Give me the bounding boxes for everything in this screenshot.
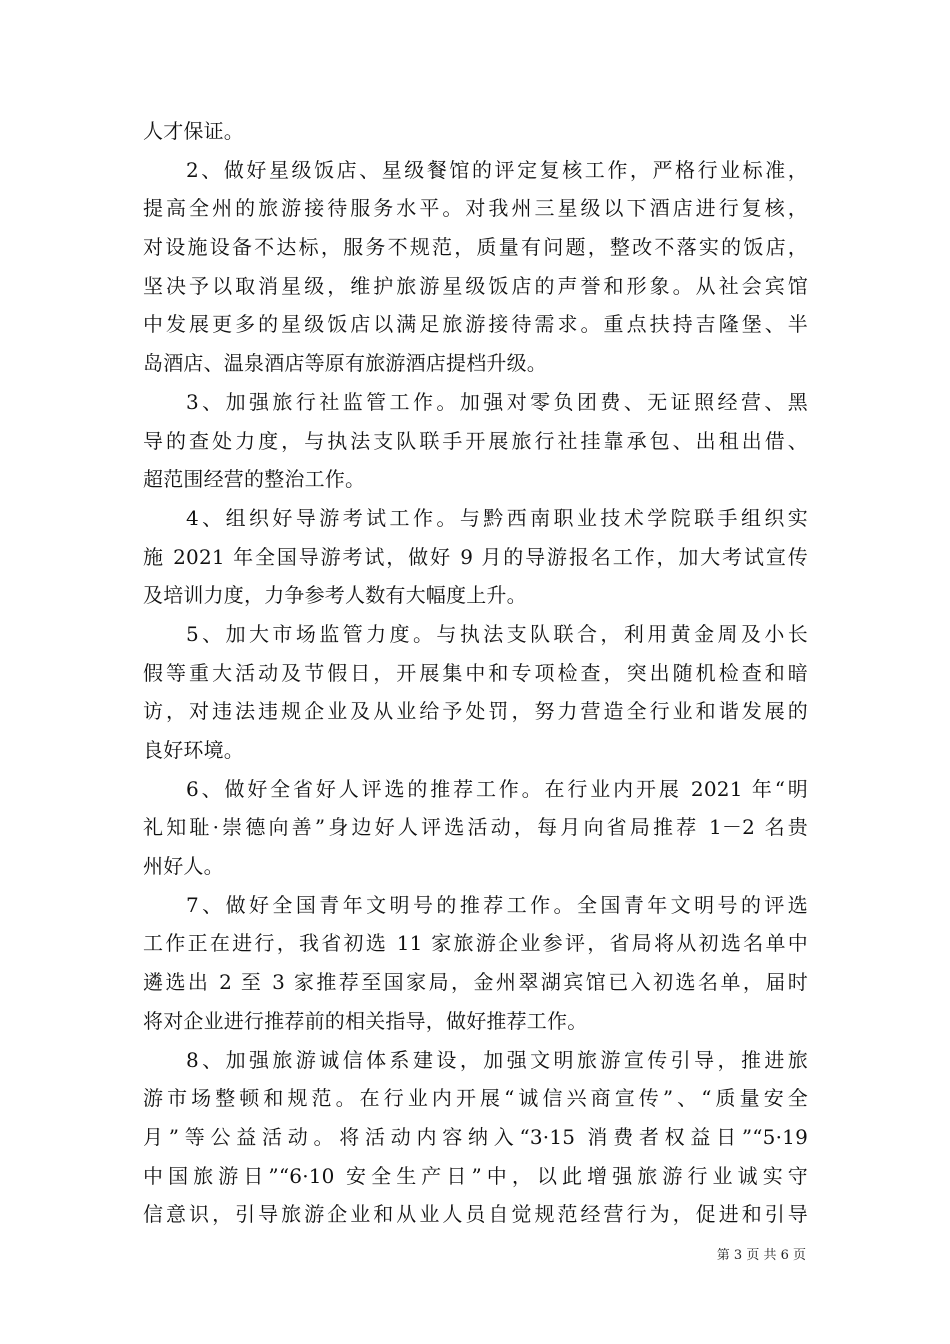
text-line: 访，对违法违规企业及从业给予处罚，努力营造全行业和谐发展的 [143, 699, 808, 724]
document-body [143, 112, 808, 1234]
text-line: 超范围经营的整治工作。 [143, 467, 366, 492]
text-line: 对设施设备不达标，服务不规范，质量有问题，整改不落实的饭店， [143, 235, 808, 260]
text-line: 施 2021 年全国导游考试，做好 9 月的导游报名工作，加大考试宣传 [143, 544, 808, 569]
text-line: 游市场整顿和规范。在行业内开展“诚信兴商宣传”、“质量安全 [143, 1086, 808, 1111]
text-line: 工作正在进行，我省初选 11 家旅游企业参评，省局将从初选名单中 [143, 931, 808, 956]
paragraph-7-line: 7、做好全国青年文明号的推荐工作。全国青年文明号的评选 [186, 892, 808, 917]
paragraph-3-line: 3、加强旅行社监管工作。加强对零负团费、无证照经营、黑 [186, 389, 808, 414]
text-line: 礼知耻·崇德向善”身边好人评选活动，每月向省局推荐 1－2 名贵 [143, 815, 808, 840]
text-line: 导的查处力度，与执法支队联手开展旅行社挂靠承包、出租出借、 [143, 428, 808, 453]
text-line: 坚决予以取消星级，维护旅游星级饭店的声誉和形象。从社会宾馆 [143, 273, 808, 298]
paragraph-4-line: 4、组织好导游考试工作。与黔西南职业技术学院联手组织实 [186, 505, 808, 530]
text-line: 良好环境。 [143, 738, 244, 762]
text-line: 岛酒店、温泉酒店等原有旅游酒店提档升级。 [143, 351, 547, 376]
text-line: 中国旅游日”“6·10 安全生产日”中，以此增强旅游行业诚实守 [143, 1163, 808, 1188]
text-line: 提高全州的旅游接待服务水平。对我州三星级以下酒店进行复核， [143, 196, 808, 221]
paragraph-8-line: 8、加强旅游诚信体系建设，加强文明旅游宣传引导，推进旅 [186, 1047, 808, 1072]
text-line: 州好人。 [143, 854, 224, 879]
text-line: 人才保证。 [143, 119, 244, 143]
text-line: 中发展更多的星级饭店以满足旅游接待需求。重点扶持吉隆堡、半 [143, 312, 808, 337]
page-number-footer: 第 3 页 共 6 页 [716, 1248, 806, 1263]
text-line: 假等重大活动及节假日，开展集中和专项检查，突出随机检查和暗 [143, 660, 808, 685]
paragraph-2-line: 2、做好星级饭店、星级餐馆的评定复核工作，严格行业标准， [186, 157, 808, 182]
text-line: 遴选出 2 至 3 家推荐至国家局，金州翠湖宾馆已入初选名单，届时 [143, 970, 808, 995]
text-line: 月”等公益活动。将活动内容纳入“3·15 消费者权益日”“5·19 [143, 1124, 808, 1149]
paragraph-5-line: 5、加大市场监管力度。与执法支队联合，利用黄金周及小长 [186, 621, 808, 646]
text-line: 信意识，引导旅游企业和从业人员自觉规范经营行为，促进和引导 [143, 1202, 808, 1227]
paragraph-6-line: 6、做好全省好人评选的推荐工作。在行业内开展 2021 年“明 [186, 776, 808, 801]
text-line: 及培训力度，力争参考人数有大幅度上升。 [143, 583, 527, 608]
text-line: 将对企业进行推荐前的相关指导，做好推荐工作。 [143, 1008, 588, 1033]
